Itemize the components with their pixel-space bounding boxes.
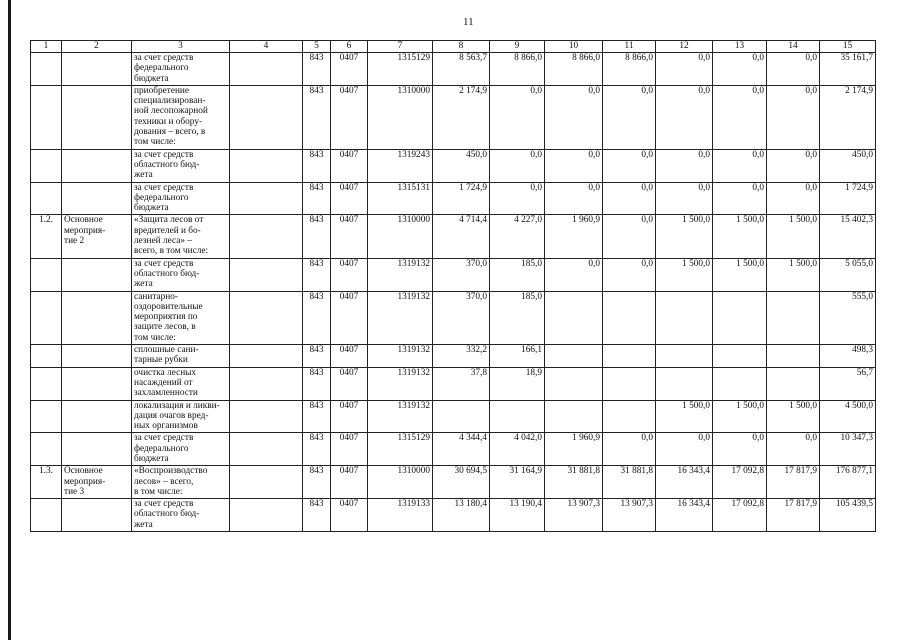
- activity-description-cell-line: федерального: [134, 192, 189, 203]
- value-cell-col-12: 0,0: [656, 433, 713, 466]
- grbs-code-cell: 843: [303, 182, 331, 215]
- page-number: 11: [463, 16, 474, 28]
- page-edge-bar: [8, 0, 11, 640]
- activity-description-cell: [132, 433, 230, 466]
- value-cell-col-11: 0,0: [603, 149, 656, 182]
- activity-description-cell: [132, 53, 230, 86]
- activity-description-cell: [132, 400, 230, 433]
- activity-description-cell-line: федерального: [134, 63, 189, 74]
- program-name-cell: [62, 400, 132, 433]
- activity-description-cell-line: за счет средств: [134, 258, 194, 269]
- value-cell-col-12: 1 500,0: [656, 400, 713, 433]
- program-name-cell: [62, 466, 132, 499]
- target-article-cell: 1319132: [368, 345, 433, 368]
- header-cell-15: 15: [820, 41, 876, 53]
- header-row: [31, 41, 876, 53]
- value-cell-col-14: 17 817,9: [767, 466, 820, 499]
- executor-cell: [230, 499, 303, 532]
- program-name-cell: [62, 53, 132, 86]
- program-name-cell-line: тие 3: [64, 486, 85, 497]
- program-name-cell: [62, 258, 132, 291]
- activity-description-cell: [132, 258, 230, 291]
- target-article-cell: 1319133: [368, 499, 433, 532]
- value-cell-col-15: 498,3: [820, 345, 876, 368]
- value-cell-col-14: [767, 345, 820, 368]
- value-cell-col-14: 0,0: [767, 85, 820, 149]
- activity-description-cell-line: в том числе:: [134, 486, 183, 497]
- program-name-cell: [62, 367, 132, 400]
- value-cell-col-12: 16 343,4: [656, 499, 713, 532]
- value-cell-col-10: 1 960,9: [545, 433, 603, 466]
- row-number-cell: [31, 345, 62, 368]
- activity-description-cell-line: жета: [134, 170, 153, 181]
- target-article-cell: 1319132: [368, 291, 433, 344]
- value-cell-col-11: 0,0: [603, 85, 656, 149]
- value-cell-col-14: 0,0: [767, 433, 820, 466]
- value-cell-col-15: 35 161,7: [820, 53, 876, 86]
- executor-cell: [230, 400, 303, 433]
- activity-description-cell: [132, 291, 230, 344]
- value-cell-col-9: 0,0: [490, 149, 545, 182]
- table-row: [31, 400, 876, 433]
- value-cell-col-15: 15 402,3: [820, 215, 876, 258]
- row-number-cell: 1.2.: [31, 215, 62, 258]
- activity-description-cell-line: специализирован-: [134, 96, 206, 107]
- activity-description-cell-line: за счет средств: [134, 53, 194, 63]
- activity-description-cell-line: дация очагов вред-: [134, 410, 209, 421]
- activity-description-cell-line: ной лесопожарной: [134, 106, 208, 117]
- grbs-code-cell: 843: [303, 400, 331, 433]
- table-row: [31, 291, 876, 344]
- program-name-cell: [62, 182, 132, 215]
- target-article-cell: 1315131: [368, 182, 433, 215]
- executor-cell: [230, 367, 303, 400]
- executor-cell: [230, 149, 303, 182]
- value-cell-col-9: 31 164,9: [490, 466, 545, 499]
- value-cell-col-13: 1 500,0: [713, 258, 767, 291]
- value-cell-col-14: [767, 291, 820, 344]
- value-cell-col-8: 370,0: [433, 258, 490, 291]
- value-cell-col-12: 0,0: [656, 182, 713, 215]
- header-cell-3: 3: [132, 41, 230, 53]
- table-row: [31, 433, 876, 466]
- value-cell-col-8: 450,0: [433, 149, 490, 182]
- value-cell-col-11: 0,0: [603, 215, 656, 258]
- grbs-code-cell: 843: [303, 53, 331, 86]
- grbs-code-cell: 843: [303, 433, 331, 466]
- grbs-code-cell: 843: [303, 215, 331, 258]
- activity-description-cell-line: «Защита лесов от: [134, 215, 204, 226]
- row-number-cell: [31, 367, 62, 400]
- target-article-cell: 1315129: [368, 53, 433, 86]
- activity-description-cell-line: ных организмов: [134, 421, 198, 432]
- value-cell-col-10: 8 866,0: [545, 53, 603, 86]
- value-cell-col-11: 8 866,0: [603, 53, 656, 86]
- section-code-cell: 0407: [331, 85, 368, 149]
- value-cell-col-12: 16 343,4: [656, 466, 713, 499]
- activity-description-cell-line: за счет средств: [134, 149, 194, 160]
- activity-description-cell-line: локализация и ликви-: [134, 400, 220, 411]
- target-article-cell: 1319132: [368, 367, 433, 400]
- value-cell-col-14: 17 817,9: [767, 499, 820, 532]
- header-cell-9: 9: [490, 41, 545, 53]
- grbs-code-cell: 843: [303, 149, 331, 182]
- executor-cell: [230, 85, 303, 149]
- program-name-cell-line: мероприя-: [64, 476, 106, 487]
- table-row: [31, 149, 876, 182]
- value-cell-col-8: 370,0: [433, 291, 490, 344]
- row-number-cell: [31, 258, 62, 291]
- activity-description-cell-line: жета: [134, 279, 153, 290]
- activity-description-cell-line: том числе:: [134, 137, 176, 148]
- value-cell-col-9: 185,0: [490, 258, 545, 291]
- activity-description-cell-line: тарные рубки: [134, 355, 188, 366]
- activity-description-cell-line: лесов» – всего,: [134, 476, 194, 487]
- value-cell-col-12: 0,0: [656, 85, 713, 149]
- value-cell-col-13: [713, 291, 767, 344]
- activity-description-cell-line: всего, в том числе:: [134, 246, 209, 257]
- activity-description-cell-line: очистка лесных: [134, 367, 197, 378]
- value-cell-col-11: 0,0: [603, 258, 656, 291]
- value-cell-col-15: 4 500,0: [820, 400, 876, 433]
- activity-description-cell-line: за счет средств: [134, 182, 194, 193]
- activity-description-cell-line: оздоровительные: [134, 301, 203, 312]
- section-code-cell: 0407: [331, 499, 368, 532]
- activity-description-cell: [132, 367, 230, 400]
- value-cell-col-14: 0,0: [767, 182, 820, 215]
- table-row: [31, 182, 876, 215]
- value-cell-col-15: 1 724,9: [820, 182, 876, 215]
- activity-description-cell: [132, 182, 230, 215]
- value-cell-col-8: 30 694,5: [433, 466, 490, 499]
- value-cell-col-10: [545, 400, 603, 433]
- table-row: [31, 215, 876, 258]
- header-cell-11: 11: [603, 41, 656, 53]
- executor-cell: [230, 258, 303, 291]
- section-code-cell: 0407: [331, 182, 368, 215]
- executor-cell: [230, 433, 303, 466]
- activity-description-cell-line: том числе:: [134, 332, 176, 343]
- value-cell-col-11: 0,0: [603, 182, 656, 215]
- value-cell-col-9: 13 190,4: [490, 499, 545, 532]
- program-name-cell: [62, 149, 132, 182]
- grbs-code-cell: 843: [303, 85, 331, 149]
- activity-description-cell-line: защите лесов, в: [134, 322, 196, 333]
- section-code-cell: 0407: [331, 258, 368, 291]
- grbs-code-cell: 843: [303, 466, 331, 499]
- value-cell-col-13: 17 092,8: [713, 466, 767, 499]
- value-cell-col-10: 1 960,9: [545, 215, 603, 258]
- program-name-cell: [62, 85, 132, 149]
- value-cell-col-11: [603, 291, 656, 344]
- header-cell-1: 1: [31, 41, 62, 53]
- grbs-code-cell: 843: [303, 345, 331, 368]
- executor-cell: [230, 182, 303, 215]
- activity-description-cell-line: техники и обору-: [134, 116, 203, 127]
- activity-description-cell: [132, 85, 230, 149]
- section-code-cell: 0407: [331, 433, 368, 466]
- section-code-cell: 0407: [331, 53, 368, 86]
- value-cell-col-13: 1 500,0: [713, 215, 767, 258]
- value-cell-col-9: 4 042,0: [490, 433, 545, 466]
- value-cell-col-13: 1 500,0: [713, 400, 767, 433]
- value-cell-col-10: [545, 367, 603, 400]
- activity-description-cell: [132, 466, 230, 499]
- activity-description-cell-line: жета: [134, 519, 153, 530]
- section-code-cell: 0407: [331, 345, 368, 368]
- value-cell-col-15: 56,7: [820, 367, 876, 400]
- header-cell-4: 4: [230, 41, 303, 53]
- target-article-cell: 1310000: [368, 215, 433, 258]
- value-cell-col-12: [656, 345, 713, 368]
- executor-cell: [230, 215, 303, 258]
- activity-description-cell-line: вредителей и бо-: [134, 225, 201, 236]
- header-cell-6: 6: [331, 41, 368, 53]
- target-article-cell: 1319243: [368, 149, 433, 182]
- header-cell-10: 10: [545, 41, 603, 53]
- value-cell-col-9: 185,0: [490, 291, 545, 344]
- activity-description-cell-line: мероприятия по: [134, 312, 198, 323]
- value-cell-col-10: [545, 291, 603, 344]
- value-cell-col-9: 4 227,0: [490, 215, 545, 258]
- header-cell-14: 14: [767, 41, 820, 53]
- activity-description-cell-line: «Воспроизводство: [134, 466, 208, 477]
- section-code-cell: 0407: [331, 291, 368, 344]
- row-number-cell: [31, 499, 62, 532]
- activity-description-cell-line: бюджета: [134, 73, 169, 84]
- value-cell-col-15: 2 174,9: [820, 85, 876, 149]
- target-article-cell: 1319132: [368, 258, 433, 291]
- value-cell-col-15: 176 877,1: [820, 466, 876, 499]
- value-cell-col-9: 0,0: [490, 85, 545, 149]
- value-cell-col-13: 17 092,8: [713, 499, 767, 532]
- row-number-cell: [31, 433, 62, 466]
- value-cell-col-10: 31 881,8: [545, 466, 603, 499]
- value-cell-col-14: 1 500,0: [767, 215, 820, 258]
- table-row: [31, 499, 876, 532]
- program-name-cell-line: мероприя-: [64, 225, 106, 236]
- value-cell-col-9: 18,9: [490, 367, 545, 400]
- executor-cell: [230, 466, 303, 499]
- row-number-cell: [31, 53, 62, 86]
- program-name-cell-line: Основное: [64, 215, 103, 226]
- program-name-cell: [62, 291, 132, 344]
- activity-description-cell-line: бюджета: [134, 203, 169, 214]
- header-cell-8: 8: [433, 41, 490, 53]
- activity-description-cell-line: бюджета: [134, 453, 169, 464]
- header-cell-12: 12: [656, 41, 713, 53]
- value-cell-col-14: 1 500,0: [767, 400, 820, 433]
- value-cell-col-15: 105 439,5: [820, 499, 876, 532]
- executor-cell: [230, 345, 303, 368]
- grbs-code-cell: 843: [303, 367, 331, 400]
- value-cell-col-10: 13 907,3: [545, 499, 603, 532]
- value-cell-col-13: [713, 345, 767, 368]
- value-cell-col-12: [656, 291, 713, 344]
- table-row: [31, 466, 876, 499]
- section-code-cell: 0407: [331, 466, 368, 499]
- value-cell-col-9: 8 866,0: [490, 53, 545, 86]
- value-cell-col-15: 5 055,0: [820, 258, 876, 291]
- value-cell-col-10: 0,0: [545, 258, 603, 291]
- value-cell-col-10: 0,0: [545, 85, 603, 149]
- target-article-cell: 1315129: [368, 433, 433, 466]
- header-cell-7: 7: [368, 41, 433, 53]
- value-cell-col-13: 0,0: [713, 53, 767, 86]
- value-cell-col-14: 0,0: [767, 149, 820, 182]
- value-cell-col-12: 0,0: [656, 53, 713, 86]
- value-cell-col-11: [603, 345, 656, 368]
- program-name-cell: [62, 345, 132, 368]
- activity-description-cell-line: лезней леса» –: [134, 236, 192, 247]
- value-cell-col-8: 1 724,9: [433, 182, 490, 215]
- value-cell-col-15: 555,0: [820, 291, 876, 344]
- row-number-cell: [31, 149, 62, 182]
- activity-description-cell-line: насаждений от: [134, 377, 193, 388]
- grbs-code-cell: 843: [303, 291, 331, 344]
- value-cell-col-13: 0,0: [713, 85, 767, 149]
- value-cell-col-13: [713, 367, 767, 400]
- value-cell-col-12: [656, 367, 713, 400]
- value-cell-col-12: 1 500,0: [656, 215, 713, 258]
- value-cell-col-9: 0,0: [490, 182, 545, 215]
- program-name-cell: [62, 433, 132, 466]
- activity-description-cell: [132, 345, 230, 368]
- value-cell-col-10: [545, 345, 603, 368]
- header-cell-5: 5: [303, 41, 331, 53]
- value-cell-col-8: 13 180,4: [433, 499, 490, 532]
- section-code-cell: 0407: [331, 149, 368, 182]
- value-cell-col-11: 13 907,3: [603, 499, 656, 532]
- row-number-cell: [31, 85, 62, 149]
- value-cell-col-8: 37,8: [433, 367, 490, 400]
- activity-description-cell-line: захламленности: [134, 388, 198, 399]
- value-cell-col-11: 31 881,8: [603, 466, 656, 499]
- activity-description-cell-line: за счет средств: [134, 433, 194, 444]
- table-row: [31, 367, 876, 400]
- table-row: [31, 258, 876, 291]
- activity-description-cell-line: федерального: [134, 443, 189, 454]
- activity-description-cell-line: приобретение: [134, 85, 190, 96]
- value-cell-col-13: 0,0: [713, 182, 767, 215]
- value-cell-col-8: 2 174,9: [433, 85, 490, 149]
- executor-cell: [230, 291, 303, 344]
- target-article-cell: 1310000: [368, 85, 433, 149]
- section-code-cell: 0407: [331, 215, 368, 258]
- value-cell-col-9: [490, 400, 545, 433]
- activity-description-cell-line: дования – всего, в: [134, 127, 206, 138]
- table-row: [31, 53, 876, 86]
- target-article-cell: 1310000: [368, 466, 433, 499]
- activity-description-cell-line: санитарно-: [134, 291, 178, 302]
- value-cell-col-8: 332,2: [433, 345, 490, 368]
- value-cell-col-8: 8 563,7: [433, 53, 490, 86]
- header-cell-13: 13: [713, 41, 767, 53]
- row-number-cell: 1.3.: [31, 466, 62, 499]
- activity-description-cell-line: сплошные сани-: [134, 345, 199, 356]
- row-number-cell: [31, 400, 62, 433]
- grbs-code-cell: 843: [303, 499, 331, 532]
- header-cell-2: 2: [62, 41, 132, 53]
- value-cell-col-10: 0,0: [545, 182, 603, 215]
- program-name-cell: [62, 499, 132, 532]
- row-number-cell: [31, 182, 62, 215]
- executor-cell: [230, 53, 303, 86]
- activity-description-cell: [132, 215, 230, 258]
- value-cell-col-11: [603, 367, 656, 400]
- activity-description-cell-line: за счет средств: [134, 499, 194, 510]
- value-cell-col-9: 166,1: [490, 345, 545, 368]
- value-cell-col-14: 0,0: [767, 53, 820, 86]
- program-name-cell: [62, 215, 132, 258]
- value-cell-col-14: 1 500,0: [767, 258, 820, 291]
- target-article-cell: 1319132: [368, 400, 433, 433]
- program-name-cell-line: тие 2: [64, 236, 85, 247]
- grbs-code-cell: 843: [303, 258, 331, 291]
- activity-description-cell-line: областного бюд-: [134, 159, 200, 170]
- value-cell-col-12: 0,0: [656, 149, 713, 182]
- value-cell-col-10: 0,0: [545, 149, 603, 182]
- table-row: [31, 85, 876, 149]
- value-cell-col-8: 4 714,4: [433, 215, 490, 258]
- row-number-cell: [31, 291, 62, 344]
- value-cell-col-11: [603, 400, 656, 433]
- value-cell-col-8: [433, 400, 490, 433]
- activity-description-cell: [132, 149, 230, 182]
- value-cell-col-8: 4 344,4: [433, 433, 490, 466]
- value-cell-col-15: 10 347,3: [820, 433, 876, 466]
- value-cell-col-12: 1 500,0: [656, 258, 713, 291]
- table-row: [31, 345, 876, 368]
- value-cell-col-13: 0,0: [713, 149, 767, 182]
- table-body: [31, 41, 876, 532]
- program-name-cell-line: Основное: [64, 466, 103, 477]
- activity-description-cell-line: областного бюд-: [134, 509, 200, 520]
- value-cell-col-11: 0,0: [603, 433, 656, 466]
- value-cell-col-15: 450,0: [820, 149, 876, 182]
- activity-description-cell: [132, 499, 230, 532]
- value-cell-col-13: 0,0: [713, 433, 767, 466]
- activity-description-cell-line: областного бюд-: [134, 268, 200, 279]
- section-code-cell: 0407: [331, 367, 368, 400]
- section-code-cell: 0407: [331, 400, 368, 433]
- value-cell-col-14: [767, 367, 820, 400]
- budget-table: [30, 40, 876, 532]
